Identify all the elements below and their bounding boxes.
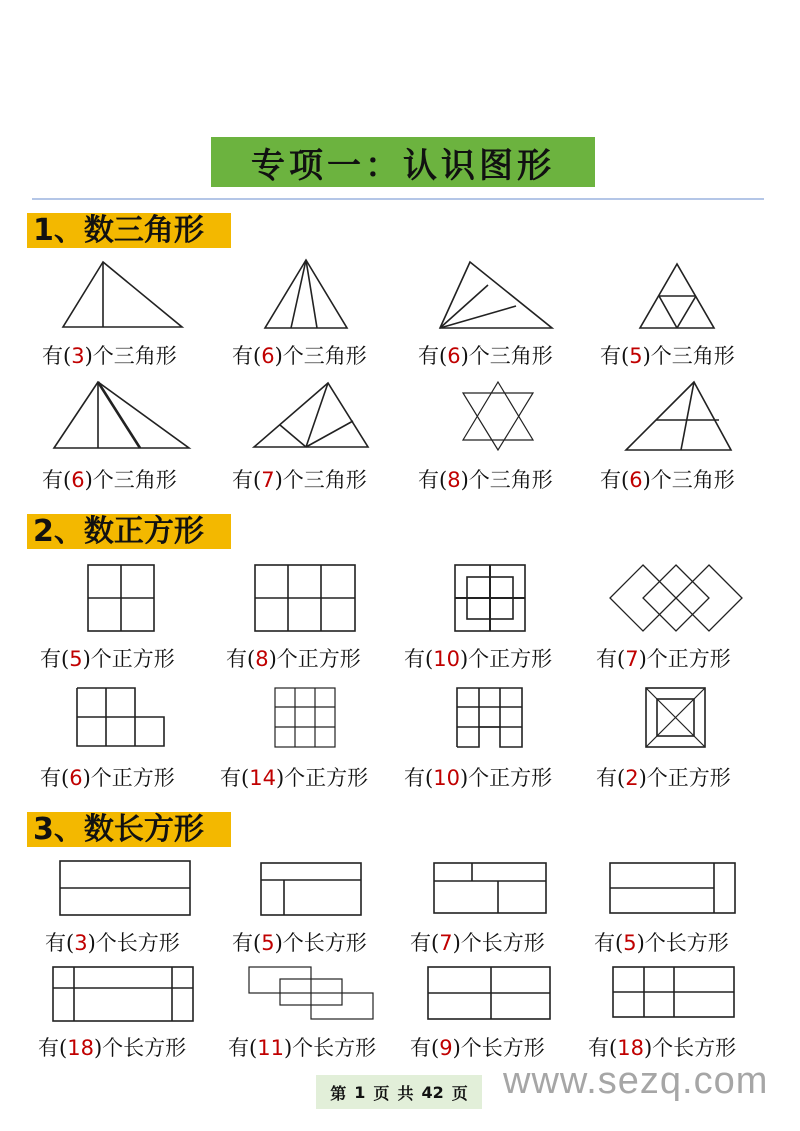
answer-caption: 有(7)个正方形 [596, 647, 731, 671]
answer-value: 8 [447, 468, 461, 492]
watermark: www.sezq.com [503, 1060, 769, 1102]
figure-rect-4 [609, 862, 739, 916]
answer-value: 6 [447, 344, 461, 368]
answer-caption: 有(14)个正方形 [220, 766, 369, 790]
figure-triangle-4 [638, 262, 718, 332]
figure-triangle-8 [624, 380, 734, 452]
figure-square-grid-3x3 [274, 687, 338, 749]
answer-caption: 有(5)个长方形 [232, 931, 367, 955]
figure-rect-5 [52, 966, 196, 1024]
figure-rect-2 [260, 862, 364, 918]
page-title: 专项一：认识图形 [211, 137, 595, 187]
figure-triangle-3 [438, 260, 558, 332]
answer-caption: 有(8)个正方形 [226, 647, 361, 671]
answer-value: 18 [67, 1036, 94, 1060]
answer-caption: 有(18)个长方形 [38, 1036, 187, 1060]
answer-caption: 有(10)个正方形 [404, 766, 553, 790]
answer-caption: 有(5)个正方形 [40, 647, 175, 671]
figure-square-grid-2x3 [254, 564, 358, 634]
answer-caption: 有(10)个正方形 [404, 647, 553, 671]
answer-caption: 有(6)个三角形 [232, 344, 367, 368]
figure-rect-8 [612, 966, 738, 1020]
answer-caption: 有(2)个正方形 [596, 766, 731, 790]
answer-value: 6 [261, 344, 275, 368]
answer-value: 3 [71, 344, 85, 368]
answer-caption: 有(3)个三角形 [42, 344, 177, 368]
answer-value: 6 [69, 766, 83, 790]
page-indicator: 第 1 页 共 42 页 [316, 1075, 482, 1109]
answer-value: 8 [255, 647, 269, 671]
figure-square-diamonds [609, 563, 743, 633]
answer-value: 10 [433, 647, 460, 671]
figure-rect-overlap [248, 966, 376, 1024]
answer-caption: 有(7)个三角形 [232, 468, 367, 492]
answer-caption: 有(8)个三角形 [418, 468, 553, 492]
answer-caption: 有(6)个三角形 [600, 468, 735, 492]
answer-caption: 有(6)个正方形 [40, 766, 175, 790]
answer-value: 7 [625, 647, 639, 671]
answer-caption: 有(3)个长方形 [45, 931, 180, 955]
answer-caption: 有(6)个三角形 [42, 468, 177, 492]
answer-value: 5 [261, 931, 275, 955]
figure-rect-7 [427, 966, 553, 1022]
answer-value: 7 [439, 931, 453, 955]
answer-caption: 有(7)个长方形 [410, 931, 545, 955]
answer-caption: 有(18)个长方形 [588, 1036, 737, 1060]
answer-value: 5 [623, 931, 637, 955]
figure-rect-1 [59, 860, 193, 918]
answer-caption: 有(11)个长方形 [228, 1036, 377, 1060]
section-heading-rectangles: 3、数长方形 [27, 812, 231, 847]
answer-value: 7 [261, 468, 275, 492]
section-heading-squares: 2、数正方形 [27, 514, 231, 549]
answer-caption: 有(6)个三角形 [418, 344, 553, 368]
figure-triangle-5 [52, 380, 192, 452]
figure-triangle-1 [60, 260, 190, 330]
title-divider [32, 198, 764, 200]
answer-value: 5 [629, 344, 643, 368]
figure-square-inner-x [645, 687, 707, 749]
figure-square-grid-notched [456, 687, 524, 749]
total-pages: 42 [421, 1082, 444, 1102]
answer-value: 11 [257, 1036, 284, 1060]
answer-caption: 有(9)个长方形 [410, 1036, 545, 1060]
answer-value: 10 [433, 766, 460, 790]
figure-triangle-6 [252, 381, 372, 451]
figure-triangle-2 [262, 258, 352, 330]
current-page: 1 [354, 1082, 366, 1102]
section-heading-triangles: 1、数三角形 [27, 213, 231, 248]
answer-value: 2 [625, 766, 639, 790]
answer-value: 14 [249, 766, 276, 790]
answer-value: 3 [74, 931, 88, 955]
figure-square-nested [454, 564, 528, 634]
answer-caption: 有(5)个三角形 [600, 344, 735, 368]
figure-rect-3 [433, 862, 549, 916]
answer-value: 6 [71, 468, 85, 492]
figure-square-l-shape [76, 687, 168, 749]
answer-value: 9 [439, 1036, 453, 1060]
figure-square-grid-2x2 [87, 564, 157, 634]
answer-caption: 有(5)个长方形 [594, 931, 729, 955]
answer-value: 6 [629, 468, 643, 492]
answer-value: 18 [617, 1036, 644, 1060]
answer-value: 5 [69, 647, 83, 671]
figure-star-of-david [458, 380, 538, 452]
